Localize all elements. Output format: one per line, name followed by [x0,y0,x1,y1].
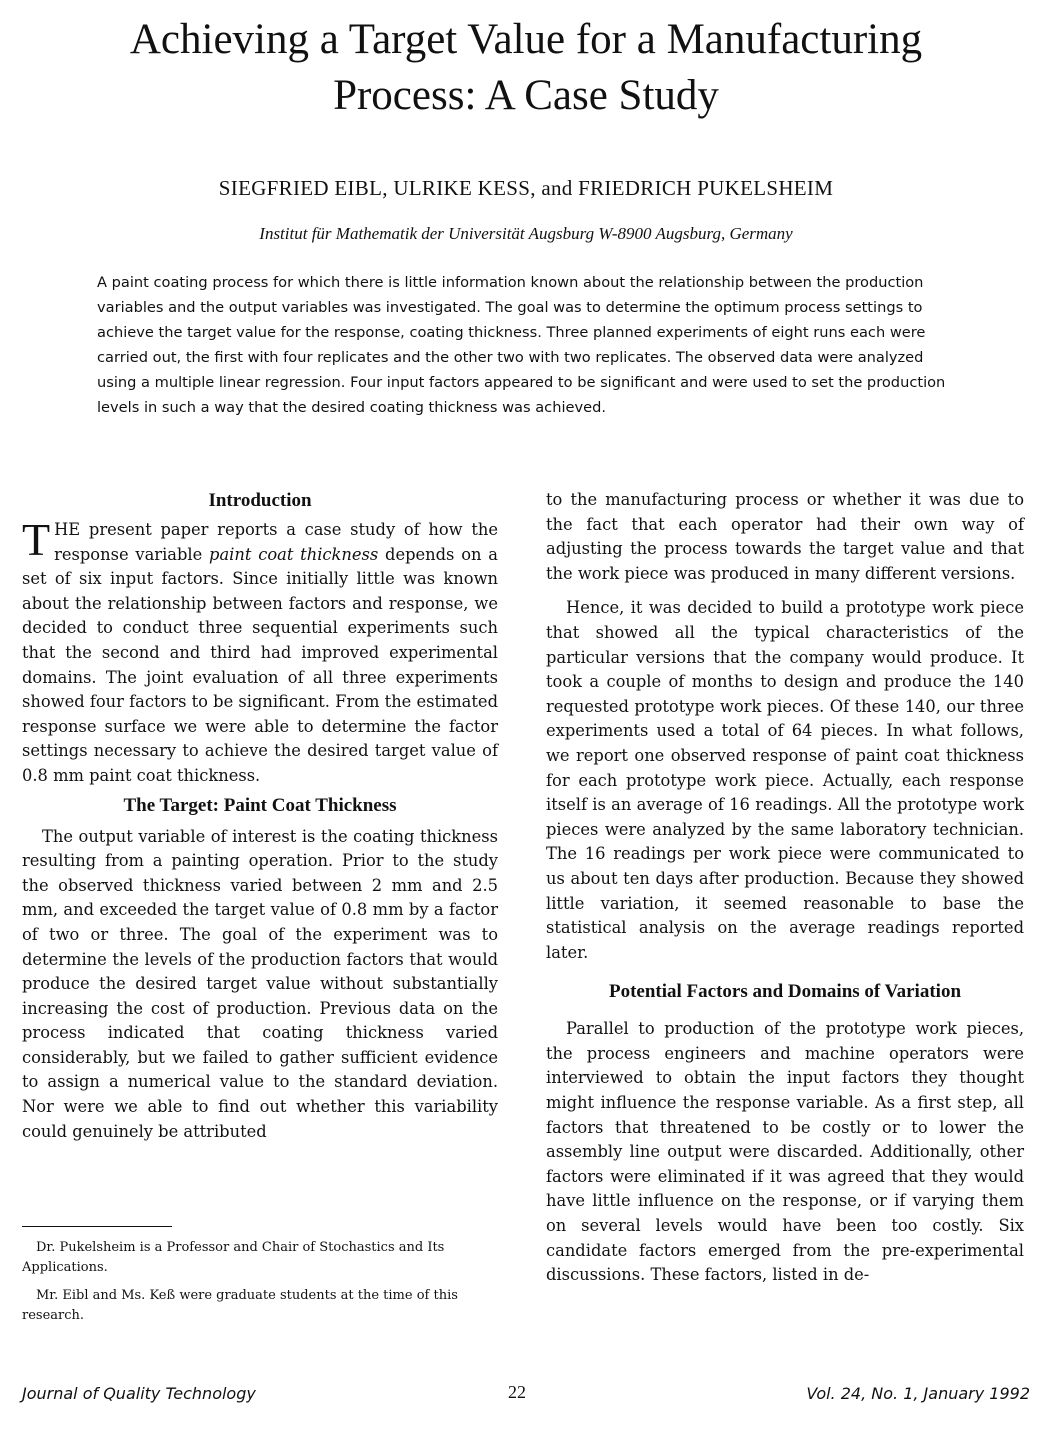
section-heading-introduction: Introduction [208,490,312,511]
intro-text-2: depends on a set of six input factors. Since initially little was known about the relationship between factors and response, we decided to conduct three sequential experiments such that the second and third had improved experimental domains. The joint evaluation of all three experiments showed four factors to be significant. From the estimated response surface we were able to determine the factor settings necessary to achieve the desired target value of 0.8 mm paint coat thickness. [22,544,498,785]
prototype-paragraph: Hence, it was decided to build a prototype work piece that showed all the typical characteristics of the particular versions that the company would produce. It took a couple of months to design and produce the 140 requested prototype work pieces. Of these 140, our three experiments used a total of 64 pieces. In what follows, we report one observed response of paint coat thickness for each prototype work piece. Actually, each response itself is an average of 16 readings. All the prototype work pieces were analyzed by the same laboratory technician. The 16 readings per work piece were communicated to us about ten days after production. Because they showed little variation, it seemed reasonable to base the statistical analysis on the average readings reported later. [546,598,1024,962]
intro-smallcaps: HE [54,520,81,539]
footer-journal: Journal of Quality Technology [22,1384,256,1403]
intro-text-1: present paper reports a case study of how the response variable [54,520,498,564]
footnote-divider [22,1226,172,1227]
drop-cap: T [22,514,51,565]
footnote-2: Mr. Eibl and Ms. Keß were graduate students at the time of this research. [22,1288,458,1323]
footer-issue: Vol. 24, No. 1, January 1992 [806,1384,1030,1403]
factors-paragraph: Parallel to production of the prototype work pieces, the process engineers and machine operators were interviewed to obtain the input factors they thought might influence the response variable. As a first step, all factors that threatened to be costly or to lower the assembly line output were discarded. Additionally, other factors were eliminated if it was agreed that they would have little influence on the response, or if varying them on several levels would have been too costly. Six candidate factors emerged from the pre-experimental discussions. These factors, listed in de- [546,1019,1024,1285]
intro-paragraph [22,514,498,789]
left-column [22,488,498,1144]
footnotes [22,1238,498,1334]
section-heading-factors: Potential Factors and Domains of Variation [608,981,962,1003]
author-list: SIEGFRIED EIBL, ULRIKE KESS, and FRIEDRICH PUKELSHEIM [218,176,834,200]
footnote-1: Dr. Pukelsheim is a Professor and Chair of Stochastics and Its Applications. [22,1240,445,1275]
section-heading-target: The Target: Paint Coat Thickness [123,794,397,816]
intro-emphasis: paint coat thickness [209,544,379,564]
right-column [546,488,1024,1288]
abstract: A paint coating process for which there is little information known about the relationship between the production variables and the output variables was investigated. The goal was to determine the optimum process settings to achieve the target value for the response, coating thickness. Three planned experiments of eight runs each were carried out, the first with four replicates and the other two with two replicates. The observed data were analyzed using a multiple linear regression. Four input factors appeared to be significant and were used to set the production levels in such a way that the desired coating thickness was achieved. [97,274,946,416]
footer-page-number: 22 [508,1382,526,1402]
affiliation: Institut für Mathematik der Universität Augsburg W-8900 Augsburg, Germany [259,224,793,243]
target-paragraph: The output variable of interest is the coating thickness resulting from a painting operation. Prior to the study the observed thickness varied between 2 mm and 2.5 mm, and exceeded the target value of 0.8 mm by a factor of two or three. The goal of the experiment was to determine the levels of the production factors that would produce the desired target value without substantially increasing the cost of production. Previous data on the process indicated that coating thickness varied considerably, but we failed to gather sufficient evidence to assign a numerical value to the standard deviation. Nor were we able to find out whether this variability could genuinely be attributed [22,826,498,1141]
paper-title [0,12,1052,124]
title-line-2: Process: A Case Study [333,72,719,119]
continuation-paragraph: to the manufacturing process or whether it was due to the fact that each operator had their own way of adjusting the process towards the target value and that the work piece was produced in many different versions. [546,490,1024,583]
title-line-1: Achieving a Target Value for a Manufacturing [129,16,923,63]
